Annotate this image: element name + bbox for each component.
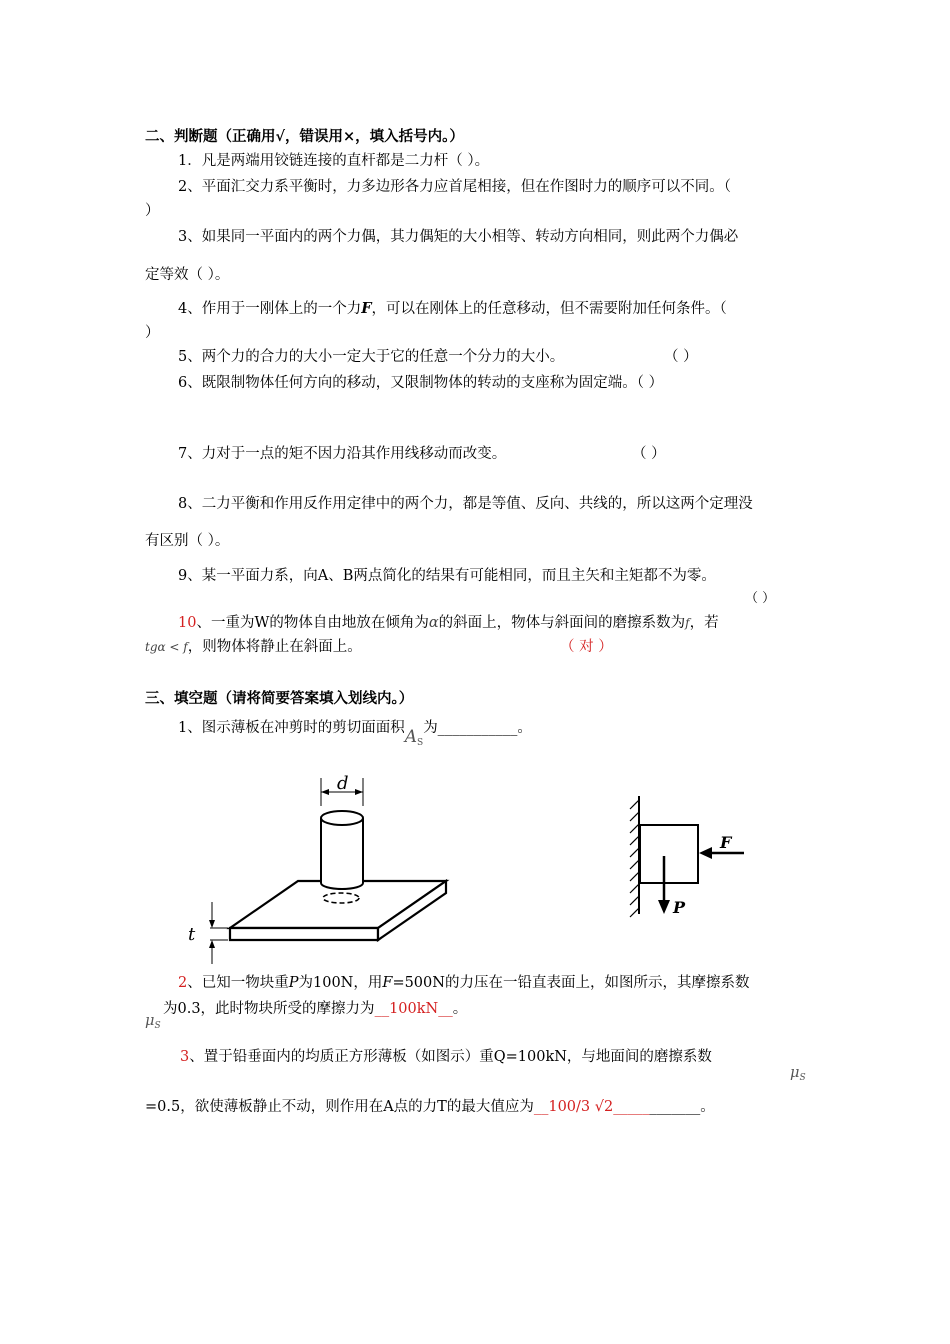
sec3-q2-line1 [178,974,749,992]
sec3-q2-mu-symbol: μ [145,1013,155,1029]
sec2-q6: 6、既限制物体任何方向的移动，又限制物体的转动的支座称为固定端。（ ） [178,375,664,391]
sec2-q4-post: ，可以在刚体上的任意移动，但不需要附加任何条件。（ [371,301,727,317]
sec2-q10-condition: tgα < f [145,640,188,654]
sec3-q3-mu [790,1064,806,1087]
sec3-q3-number: 3 [180,1049,190,1065]
sec2-q4-line1 [178,300,727,318]
sec3-q2-mu [145,1012,161,1035]
sec3-q2-mu-subscript: S [154,1021,161,1031]
sec2-q10-text-b: 的斜面上，物体与斜面间的磨擦系数为 [438,615,686,631]
sec2-q9: 9、某一平面力系，向A、B两点简化的结果有可能相同，而且主矢和主矩都不为零。 [178,568,716,584]
sec3-q2-text-e: 。 [452,1001,468,1017]
sec3-q1-area-subscript: S [417,738,424,748]
sec2-q2-line2: ） [145,203,160,219]
sec2-q10-f: f [685,616,690,630]
sec2-q8-line1: 8、二力平衡和作用反作用定律中的两个力，都是等值、反向、共线的，所以这两个定理没 [178,496,753,512]
section3-heading: 三、填空题（请将简要答案填入划线内。） [145,690,414,707]
sec2-q3-line1: 3、如果同一平面内的两个力偶，其力偶矩的大小相等、转动方向相同，则此两个力偶必 [178,229,739,245]
sec2-q10-line1 [178,614,719,632]
sec2-q10-text-c: ，若 [689,615,719,631]
sec3-q1-pre: 1、图示薄板在冲剪时的剪切面面积 [178,720,405,736]
sec2-q7: 7、力对于一点的矩不因力沿其作用线移动而改变。 [178,446,507,462]
sec2-q2-line1: 2、平面汇交力系平衡时，力多边形各力应首尾相接，但在作图时力的顺序可以不同。（ [178,179,731,195]
sec3-q3-line2 [145,1098,715,1116]
sec2-q7-paren: （ ） [632,446,666,462]
sec3-q2-text-b: 为100N，用 [298,975,383,991]
sec3-q2-text-c: =500N的力压在一铅直表面上，如图所示，其摩擦系数 [392,975,750,991]
fig1-t-label: t [188,924,196,945]
sec2-q5-paren: （ ） [664,349,698,365]
sec2-q10-alpha: α [428,615,439,631]
sec2-q10-line2 [145,638,362,656]
sec2-q1: 1．凡是两端用铰链连接的直杆都是二力杆（ ）。 [178,153,490,169]
sec2-q5: 5、两个力的合力的大小一定大于它的任意一个分力的大小。 [178,349,565,365]
sec3-q2-P: P [288,975,299,991]
sec2-q4-pre: 4、作用于一刚体上的一个力 [178,301,362,317]
figure-punch-plate [180,770,480,970]
sec2-q4-line2: ） [145,325,160,341]
sec3-q2-line2 [163,1000,467,1018]
sec3-q3-line1 [180,1048,712,1066]
sec3-q2-answer: __100kN__ [374,1001,453,1017]
sec3-q3-mu-symbol: μ [790,1065,800,1081]
sec3-q3-text-b: =0.5，欲使薄板静止不动，则作用在A点的力T的最大值应为 [145,1099,534,1115]
sec3-q1-post: 为___________。 [423,720,532,736]
sec3-q2-F: F [382,975,393,991]
sec2-q4-force-symbol: F [361,300,372,317]
sec2-q10-number: 10 [178,615,197,631]
sec3-q2-text-d: 为0.3，此时物块所受的摩擦力为 [163,1001,375,1017]
sec3-q2-text-a: 、已知一物块重 [187,975,289,991]
sec2-q3-line2: 定等效（ ）。 [145,267,230,283]
sec3-q3-blank: _______ [649,1099,701,1115]
sec3-q1-area-symbol: A [404,727,418,747]
figure-block-wall [610,790,770,940]
section2-heading: 二、判断题（正确用√，错误用×，填入括号内。） [145,128,464,145]
sec2-q10-text-a: 、一重为W的物体自由地放在倾角为 [196,615,429,631]
sec2-q10-text-d: ，则物体将静止在斜面上。 [187,639,362,655]
sec3-q3-text-a: 、置于铅垂面内的均质正方形薄板（如图示）重Q=100kN，与地面间的磨擦系数 [189,1049,712,1065]
fig2-F-label: F [720,833,732,852]
sec3-q3-text-c: 。 [700,1099,715,1115]
sec3-q2-number: 2 [178,975,188,991]
sec2-q8-line2: 有区别（ ）。 [145,533,230,549]
fig1-d-label: d [337,773,349,794]
sec2-q10-answer: （ 对 ） [560,639,613,655]
sec2-q9-paren: （ ） [745,591,776,606]
fig2-P-label: P [673,898,686,917]
sec3-q1 [178,718,532,748]
sec3-q3-mu-subscript: S [799,1073,806,1083]
sec3-q3-answer: __100/3 √2_____ [533,1099,650,1115]
